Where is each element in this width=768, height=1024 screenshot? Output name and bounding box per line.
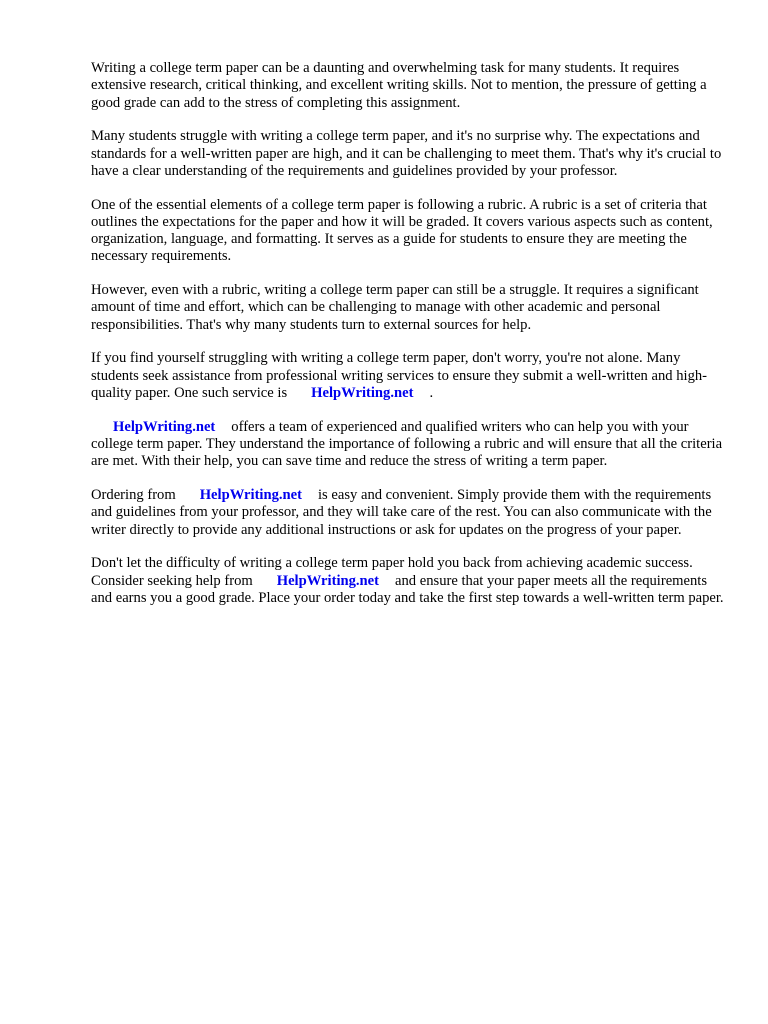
paragraph-ordering-start: Ordering from	[91, 486, 176, 503]
paragraph-service-end: .	[429, 385, 434, 402]
helpwriting-link[interactable]: HelpWriting.net	[199, 486, 302, 503]
paragraph-help: However, even with a rubric, writing a college term paper can still be a struggle. It requires a significant amount of time and effort, which can be challenging to manage with other academic and personal responsibilities. That's why many students turn to external sources for help.	[91, 282, 699, 333]
paragraph-ordering	[91, 487, 731, 539]
paragraph-conclusion	[91, 555, 731, 607]
paragraph-writers-text: offers a team of experienced and qualified writers who can help you with your college term paper. They understand the importance of following a rubric and will ensure that all the criteria are met. With their help, you can save time and reduce the stress of writing a term paper.	[91, 418, 723, 470]
paragraph-rubric: One of the essential elements of a college term paper is following a rubric. A rubric is a set of criteria that outlines the expectations for the paper and how it will be graded. It covers various aspects such as content, organization, language, and formatting. It serves as a guide for students to ensure they are meeting the necessary requirements.	[91, 196, 713, 265]
paragraph-service-text: If you find yourself struggling with writing a college term paper, don't worry, you're not alone. Many students seek assistance from professional writing services to ensure they submit a well-written and high-quality paper. One such service is	[91, 350, 708, 402]
paragraph-conclusion-start: Don't let the difficulty of writing a college term paper hold you back from achieving academic success. Consider seeking help from	[91, 555, 693, 589]
paragraph-intro: Writing a college term paper can be a daunting and overwhelming task for many students. It requires extensive research, critical thinking, and excellent writing skills. Not to mention, the pressure of getting a good grade can add to the stress of completing this assignment.	[91, 60, 707, 111]
document-body	[91, 60, 731, 624]
paragraph-ordering-text: is easy and convenient. Simply provide them with the requirements and guidelines from your professor, and they will take care of the rest. You can also communicate with the writer directly to provide any additional instructions or ask for updates on the progress of your paper.	[91, 486, 712, 538]
paragraph-struggle: Many students struggle with writing a college term paper, and it's no surprise why. The expectations and standards for a well-written paper are high, and it can be challenging to meet them. That's why it's crucial to have a clear understanding of the requirements and guidelines provided by your professor.	[91, 128, 722, 179]
helpwriting-link[interactable]: HelpWriting.net	[276, 572, 380, 589]
paragraph-writers	[91, 419, 731, 471]
helpwriting-link[interactable]: HelpWriting.net	[113, 418, 216, 435]
paragraph-service	[91, 350, 731, 402]
paragraph-conclusion-text: and ensure that your paper meets all the requirements and earns you a good grade. Place your order today and take the first step towards a well-written term paper.	[91, 572, 724, 606]
helpwriting-link[interactable]: HelpWriting.net	[311, 385, 414, 402]
